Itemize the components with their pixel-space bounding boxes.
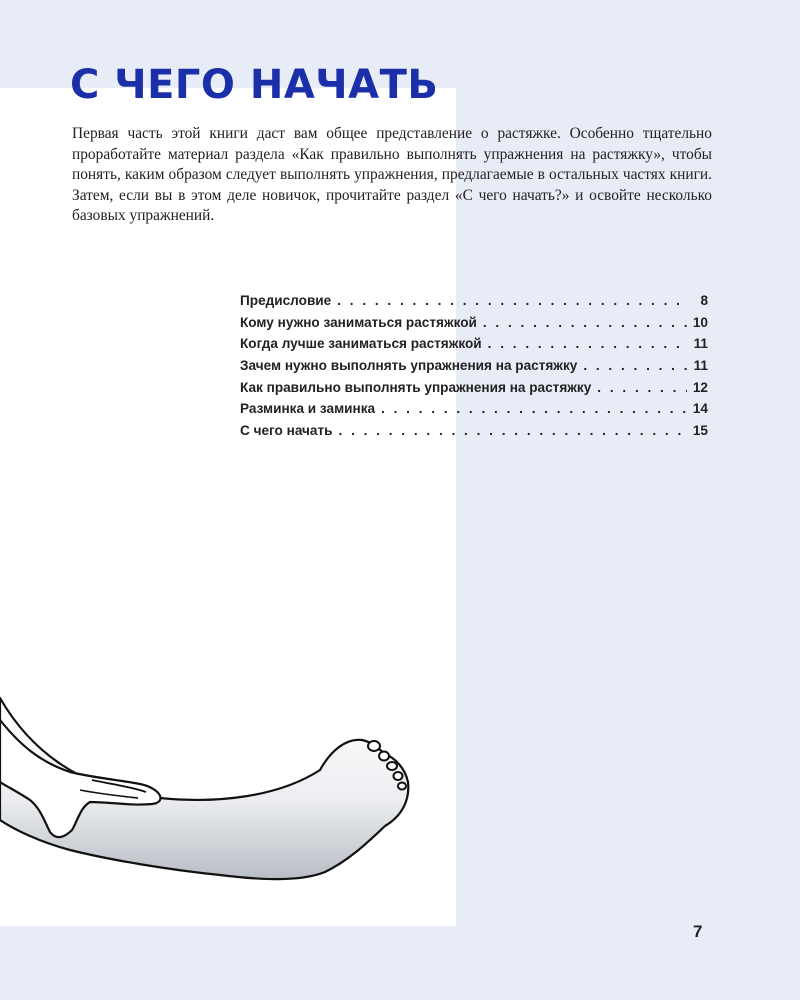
toc-item[interactable] [240,336,708,358]
toc-item[interactable] [240,293,708,315]
toc-item[interactable] [240,423,708,445]
toc-item-page: 10 [692,314,708,330]
toc-item-title: Зачем нужно выполнять упражнения на растяжку [240,358,578,374]
toc-item-title: Разминка и заминка [240,401,376,417]
toe [368,741,380,751]
toc-leader-dots [381,401,687,416]
toe [394,772,403,780]
page-number: 7 [693,922,703,941]
toc-leader-dots [597,380,687,395]
page-title: С ЧЕГО НАЧАТЬ [70,62,439,108]
toc-item-title: Кому нужно заниматься растяжкой [240,314,477,330]
toc-leader-dots [483,315,687,330]
toc-item-page: 14 [692,401,708,417]
toc-item[interactable] [240,315,708,337]
toc-item-page: 11 [693,336,708,352]
toc-leader-dots [339,423,687,438]
toc-item-page: 15 [692,423,708,439]
table-of-contents [240,293,708,445]
toc-leader-dots [488,336,688,351]
toc-item-page: 11 [693,358,708,374]
toe [387,762,397,770]
toc-item-title: Предисловие [240,293,332,308]
toc-item-title: Когда лучше заниматься растяжкой [240,336,482,352]
toe [398,783,406,790]
toc-item[interactable] [240,401,708,423]
toc-leader-dots [583,358,687,373]
toc-item[interactable] [240,358,708,380]
toc-leader-dots [337,293,688,308]
toc-item-title: Как правильно выполнять упражнения на растяжку [240,379,592,395]
leg-stretch-illustration [0,690,460,910]
toc-item-page: 8 [700,293,708,308]
toe [379,752,389,761]
toc-item[interactable] [240,380,708,402]
toc-item-page: 12 [692,379,708,395]
toc-item-title: С чего начать [240,423,333,439]
intro-paragraph: Первая часть этой книги даст вам общее представление о растяжке. Особенно тщательно проработайте материал раздела «Как правильно выполнять упражнения на растяжку», чтобы понять, каким образом следует выполнять упражнения, предлагаемые в остальных частях книги. Затем, если вы в этом деле новичок, прочитайте раздел «С чего начать?» и освойте несколько базовых упражнений. [72,125,712,225]
